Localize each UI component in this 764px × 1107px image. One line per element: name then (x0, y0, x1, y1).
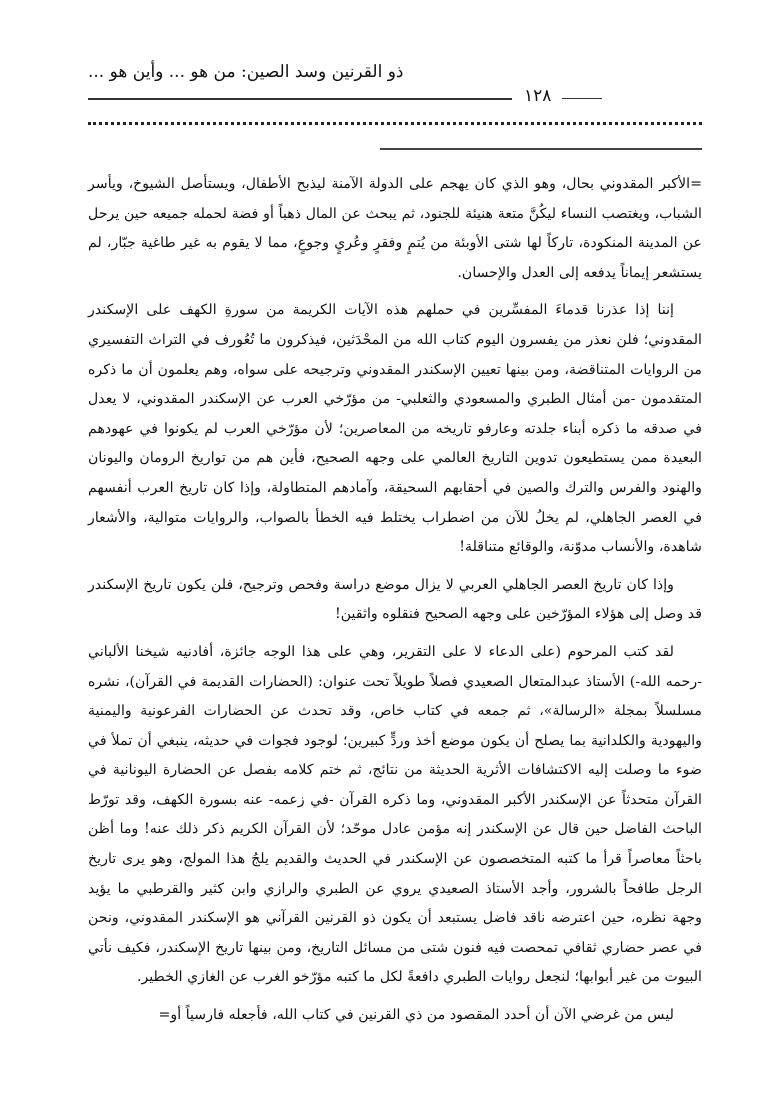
header-rule (88, 98, 512, 100)
running-header-title: ذو القرنين وسد الصين: من هو ... وأين هو ... (88, 62, 404, 82)
running-header (88, 62, 702, 106)
paragraph: ليس من غرضي الآن أن أحدد المقصود من ذي القرنين في كتاب الله، فأجعله فارسياً أو= (158, 1007, 674, 1024)
paragraph: وإذا كان تاريخ العصر الجاهلي العربي لا يزال موضع دراسة وفحص وترجيح، فلن يكون تاريخ الإسكندر قد وصل إلى هؤلاء المؤرّخين على وجهه الصحيح فنقلوه واثقين! (88, 576, 702, 623)
paragraph: =الأكبر المقدوني بحال، وهو الذي كان يهجم على الدولة الآمنة ليذبح الأطفال، ويستأصل الشيوخ، ويأسر الشباب، ويغتصب النساء ليكُنَّ متعة هنيئة للجنود، ثم يبحث عن المال ذهباً أو فضة لحمله جميعه حين يرحل عن المدينة المنكودة، تاركاً لها شتى الأوبئة من يُتمٍ وفقرٍ وعُريٍ وجوعٍ، مما لا يقوم به غير طاغية جبّار، لم يستشعر إيماناً يدفعه إلى العدل والإحسان. (88, 176, 702, 281)
page-number: ١٢٨ (524, 86, 552, 106)
dotted-separator (88, 122, 702, 125)
footnote-body (88, 170, 702, 1039)
paragraph: لقد كتب المرحوم (على الدعاء لا على التقرير، وهي على هذا الوجه جائزة، أفادنيه شيخنا الألباني -رحمه الله-) الأستاذ عبدالمتعال الصعيدي فصلاً طويلاً تحت عنوان: (الحضارات القديمة في القرآن)، نشره مسلسلاً بمجلة «الرسالة»، ثم جمعه في كتاب خاص، وقد تحدث عن الحضارات الفرعونية واليمنية واليهودية والكلدانية بما يصلح أن يكون موضع أخذ وردٍّ كبيرين؛ لوجود فجوات في حديثه، ينبغي أن تملأ في ضوء ما وصلت إليه الاكتشافات الأثرية الحديثة من نتائج، ثم ختم كلامه بفصل عن الحضارة اليونانية في القرآن متحدثاً عن الإسكندر الأكبر المقدوني، وما ذكره القرآن -في زعمه- عنه بسورة الكهف، وقد تورّط الباحث الفاضل حين قال عن الإسكندر إنه مؤمن عادل موحّد؛ لأن القرآن الكريم ذكر ذلك عنه! وما أظن باحثاً معاصراً قرأ ما كتبه المتخصصون عن الإسكندر في الحديث والقديم يلجُ هذا المولج، وهو يرى تاريخ الرجل طافحاً بالشرور، وأجد الأستاذ الصعيدي يروي عن الطبري والرازي وابن كثير والقرطبي ما يؤيد وجهة نظره، حين اعترضه ناقد فاضل يستبعد أن يكون ذو القرنين القرآني هو الإسكندر المقدوني، ونحن في عصر حضاري ثقافي تمحصت فيه فنون شتى من مسائل التاريخ، ومن بينها تاريخ الإسكندر، فكيف نأتي البيوت من غير أبوابها؛ لنجعل روايات الطبري دافعةً لكل ما كتبه مؤرّخو الغرب عن الغازي الخطير. (88, 643, 702, 986)
paragraph: إننا إذا عذرنا قدماءَ المفسِّرين في حملهم هذه الآيات الكريمة من سورةِ الكهف على الإسكندر المقدوني؛ فلن نعذر من يفسرون اليوم كتاب الله من المحْدَثين، فيذكرون ما تُعُورف في التراث التفسيري من الروايات المتناقضة، ومن بينها تعيين الإسكندر المقدوني وترجيحه على سواه، وهم يعلمون أن ما ذكره المتقدمون -من أمثال الطبري والمسعودي والثعلبي- من مؤرّخي العرب عن الإسكندر المقدوني، لا يعدل في صدقه ما ذكره أبناء جلدته وعارفو تاريخه من المعاصرين؛ لأن مؤرّخي العرب لم يكونوا في عهودهم البعيدة ممن يستطيعون تدوين التاريخ العالمي على وجهه الصحيح، فأين هم من تواريخ الرومان واليونان والهنود والفرس والترك والصين في أحقابهم السحيقة، وآمادهم المتطاولة، وإذا كان تاريخ العرب أنفسهم في العصر الجاهلي، لم يخلُ للآن من اضطراب يختلط فيه الخطأ بالصواب، والروايات متوالية، والأشعار شاهدة، والأنساب مدوّنة، والوقائع متناقلة! (88, 302, 702, 556)
page-number-rule (562, 98, 602, 99)
footnote-separator-rule (380, 148, 702, 150)
